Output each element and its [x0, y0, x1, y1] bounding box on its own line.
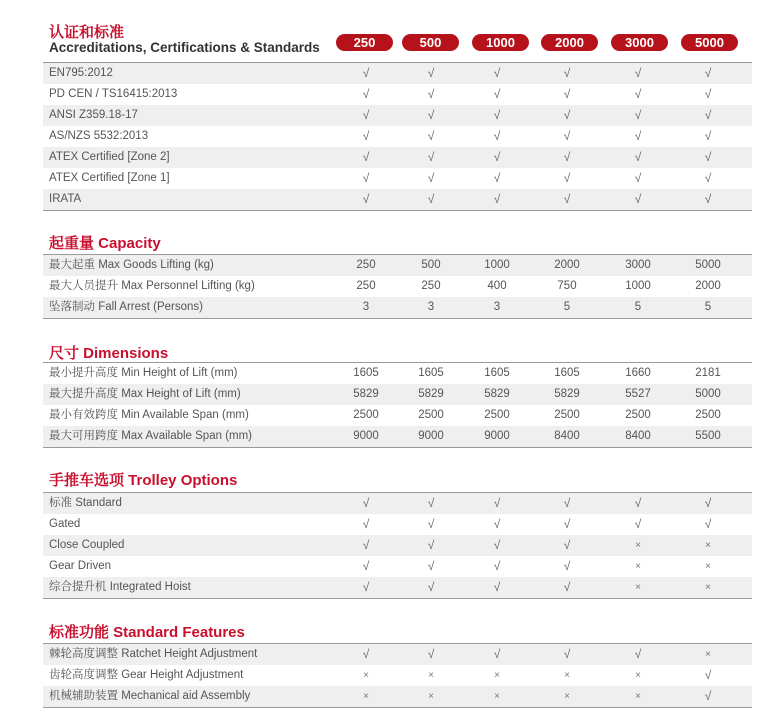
dimensions-title: 尺寸 Dimensions — [49, 345, 169, 362]
value-cell: 750 — [557, 280, 577, 292]
value-cell: 2500 — [625, 409, 651, 421]
check-mark: √ — [362, 108, 370, 122]
value-cell: 2500 — [554, 409, 580, 421]
cross-mark: × — [564, 691, 570, 702]
value-cell: 2000 — [695, 280, 721, 292]
check-mark: √ — [563, 192, 571, 206]
table-row — [43, 126, 752, 147]
check-mark: √ — [563, 150, 571, 164]
cross-mark: × — [635, 540, 641, 551]
check-mark: √ — [493, 171, 501, 185]
check-mark: √ — [362, 87, 370, 101]
check-mark: √ — [362, 517, 370, 531]
value-cell: 2500 — [418, 409, 444, 421]
check-mark: √ — [634, 87, 642, 101]
value-cell: 1605 — [353, 367, 379, 379]
check-mark: √ — [634, 517, 642, 531]
table-row — [43, 362, 752, 384]
row-label: 齿轮高度调整 Gear Height Adjustment — [49, 669, 244, 681]
cross-mark: × — [635, 691, 641, 702]
check-mark: √ — [493, 559, 501, 573]
check-mark: √ — [563, 129, 571, 143]
row-label: 综合提升机 Integrated Hoist — [49, 581, 191, 593]
model-pill-5000: 5000 — [681, 34, 738, 51]
value-cell: 400 — [487, 280, 507, 292]
check-mark: √ — [362, 129, 370, 143]
cross-mark: × — [635, 582, 641, 593]
check-mark: √ — [427, 538, 435, 552]
check-mark: √ — [704, 668, 712, 682]
model-pill-3000: 3000 — [611, 34, 668, 51]
check-mark: √ — [362, 538, 370, 552]
value-cell: 1660 — [625, 367, 651, 379]
header-title-cn: 认证和标准 — [49, 24, 125, 41]
value-cell: 3 — [427, 301, 435, 313]
check-mark: √ — [704, 108, 712, 122]
table-row — [43, 426, 752, 448]
check-mark: √ — [493, 538, 501, 552]
row-label: 最大提升高度 Max Height of Lift (mm) — [49, 388, 241, 400]
check-mark: √ — [362, 580, 370, 594]
row-label: 坠落制动 Fall Arrest (Persons) — [49, 301, 203, 313]
check-mark: √ — [493, 66, 501, 80]
check-mark: √ — [427, 66, 435, 80]
value-cell: 1000 — [484, 259, 510, 271]
check-mark: √ — [563, 517, 571, 531]
dimensions-table — [43, 362, 752, 448]
check-mark: √ — [563, 580, 571, 594]
row-label: 最小有效跨度 Min Available Span (mm) — [49, 409, 249, 421]
check-mark: √ — [362, 171, 370, 185]
check-mark: √ — [634, 647, 642, 661]
value-cell: 5 — [563, 301, 571, 313]
capacity-title: 起重量 Capacity — [49, 235, 161, 252]
value-cell: 9000 — [418, 430, 444, 442]
value-cell: 250 — [356, 280, 376, 292]
row-label: Gear Driven — [49, 560, 111, 572]
check-mark: √ — [634, 129, 642, 143]
check-mark: √ — [493, 517, 501, 531]
check-mark: √ — [427, 559, 435, 573]
value-cell: 5829 — [554, 388, 580, 400]
check-mark: √ — [563, 171, 571, 185]
value-cell: 3 — [493, 301, 501, 313]
value-cell: 5829 — [418, 388, 444, 400]
table-row — [43, 254, 752, 276]
value-cell: 5500 — [695, 430, 721, 442]
table-row — [43, 556, 752, 577]
row-label: 棘轮高度调整 Ratchet Height Adjustment — [49, 648, 258, 660]
value-cell: 2181 — [695, 367, 721, 379]
value-cell: 5829 — [353, 388, 379, 400]
table-row — [43, 62, 752, 84]
table-row — [43, 577, 752, 599]
table-row — [43, 492, 752, 514]
check-mark: √ — [634, 192, 642, 206]
cross-mark: × — [705, 649, 711, 660]
check-mark: √ — [427, 87, 435, 101]
check-mark: √ — [563, 66, 571, 80]
row-label: 最大起重 Max Goods Lifting (kg) — [49, 259, 214, 271]
row-label: ATEX Certified [Zone 2] — [49, 151, 170, 163]
check-mark: √ — [563, 87, 571, 101]
row-label: 最小提升高度 Min Height of Lift (mm) — [49, 367, 238, 379]
check-mark: √ — [362, 66, 370, 80]
row-label: ANSI Z359.18-17 — [49, 109, 138, 121]
features-table — [43, 643, 752, 708]
value-cell: 500 — [421, 259, 441, 271]
capacity-table — [43, 254, 752, 319]
cross-mark: × — [635, 561, 641, 572]
table-row — [43, 189, 752, 211]
cross-mark: × — [428, 670, 434, 681]
value-cell: 5000 — [695, 259, 721, 271]
value-cell: 9000 — [484, 430, 510, 442]
row-label: 标准 Standard — [49, 497, 122, 509]
check-mark: √ — [563, 647, 571, 661]
table-row — [43, 686, 752, 708]
value-cell: 3 — [362, 301, 370, 313]
check-mark: √ — [704, 150, 712, 164]
row-label: 最大可用跨度 Max Available Span (mm) — [49, 430, 253, 442]
value-cell: 2500 — [484, 409, 510, 421]
check-mark: √ — [704, 87, 712, 101]
cross-mark: × — [494, 691, 500, 702]
check-mark: √ — [427, 647, 435, 661]
row-label: 最大人员提升 Max Personnel Lifting (kg) — [49, 280, 255, 292]
check-mark: √ — [427, 108, 435, 122]
check-mark: √ — [362, 647, 370, 661]
value-cell: 250 — [356, 259, 376, 271]
value-cell: 2500 — [353, 409, 379, 421]
table-row — [43, 514, 752, 535]
cross-mark: × — [705, 561, 711, 572]
check-mark: √ — [704, 689, 712, 703]
row-label: Gated — [49, 518, 81, 530]
cross-mark: × — [564, 670, 570, 681]
check-mark: √ — [362, 496, 370, 510]
value-cell: 3000 — [625, 259, 651, 271]
trolley-table — [43, 492, 752, 599]
model-pill-2000: 2000 — [541, 34, 598, 51]
check-mark: √ — [362, 192, 370, 206]
check-mark: √ — [704, 66, 712, 80]
cross-mark: × — [428, 691, 434, 702]
value-cell: 250 — [421, 280, 441, 292]
table-row — [43, 665, 752, 686]
check-mark: √ — [493, 192, 501, 206]
check-mark: √ — [704, 496, 712, 510]
row-label: ATEX Certified [Zone 1] — [49, 172, 170, 184]
row-label: 机械辅助装置 Mechanical aid Assembly — [49, 690, 251, 702]
check-mark: √ — [362, 559, 370, 573]
check-mark: √ — [493, 129, 501, 143]
check-mark: √ — [634, 171, 642, 185]
check-mark: √ — [704, 171, 712, 185]
table-row — [43, 535, 752, 556]
cross-mark: × — [363, 670, 369, 681]
value-cell: 5527 — [625, 388, 651, 400]
trolley-title: 手推车选项 Trolley Options — [49, 472, 238, 489]
table-row — [43, 168, 752, 189]
check-mark: √ — [362, 150, 370, 164]
model-pill-250: 250 — [336, 34, 393, 51]
check-mark: √ — [634, 108, 642, 122]
check-mark: √ — [427, 171, 435, 185]
model-pill-500: 500 — [402, 34, 459, 51]
row-label: Close Coupled — [49, 539, 125, 551]
check-mark: √ — [427, 129, 435, 143]
cross-mark: × — [635, 670, 641, 681]
table-row — [43, 84, 752, 105]
value-cell: 8400 — [554, 430, 580, 442]
check-mark: √ — [704, 192, 712, 206]
check-mark: √ — [563, 108, 571, 122]
table-row — [43, 405, 752, 426]
check-mark: √ — [493, 496, 501, 510]
check-mark: √ — [493, 647, 501, 661]
table-row — [43, 297, 752, 319]
table-row — [43, 384, 752, 405]
check-mark: √ — [563, 538, 571, 552]
row-label: PD CEN / TS16415:2013 — [49, 88, 178, 100]
cross-mark: × — [363, 691, 369, 702]
check-mark: √ — [427, 517, 435, 531]
model-pill-1000: 1000 — [472, 34, 529, 51]
check-mark: √ — [704, 517, 712, 531]
table-row — [43, 643, 752, 665]
check-mark: √ — [563, 496, 571, 510]
value-cell: 5 — [634, 301, 642, 313]
table-row — [43, 105, 752, 126]
check-mark: √ — [634, 496, 642, 510]
accreditations-table — [43, 62, 752, 211]
check-mark: √ — [493, 87, 501, 101]
check-mark: √ — [634, 66, 642, 80]
value-cell: 8400 — [625, 430, 651, 442]
check-mark: √ — [427, 580, 435, 594]
row-label: IRATA — [49, 193, 82, 205]
row-label: EN795:2012 — [49, 67, 113, 79]
check-mark: √ — [493, 580, 501, 594]
table-row — [43, 276, 752, 297]
check-mark: √ — [634, 150, 642, 164]
check-mark: √ — [493, 108, 501, 122]
value-cell: 5 — [704, 301, 712, 313]
value-cell: 5829 — [484, 388, 510, 400]
value-cell: 1605 — [554, 367, 580, 379]
cross-mark: × — [705, 540, 711, 551]
cross-mark: × — [705, 582, 711, 593]
value-cell: 2000 — [554, 259, 580, 271]
value-cell: 1605 — [418, 367, 444, 379]
value-cell: 1605 — [484, 367, 510, 379]
check-mark: √ — [704, 129, 712, 143]
features-title: 标准功能 Standard Features — [49, 624, 245, 641]
check-mark: √ — [427, 192, 435, 206]
check-mark: √ — [427, 150, 435, 164]
header-title-en: Accreditations, Certifications & Standards — [49, 40, 320, 55]
table-row — [43, 147, 752, 168]
row-label: AS/NZS 5532:2013 — [49, 130, 149, 142]
value-cell: 1000 — [625, 280, 651, 292]
cross-mark: × — [494, 670, 500, 681]
check-mark: √ — [563, 559, 571, 573]
value-cell: 2500 — [695, 409, 721, 421]
check-mark: √ — [427, 496, 435, 510]
check-mark: √ — [493, 150, 501, 164]
value-cell: 5000 — [695, 388, 721, 400]
value-cell: 9000 — [353, 430, 379, 442]
